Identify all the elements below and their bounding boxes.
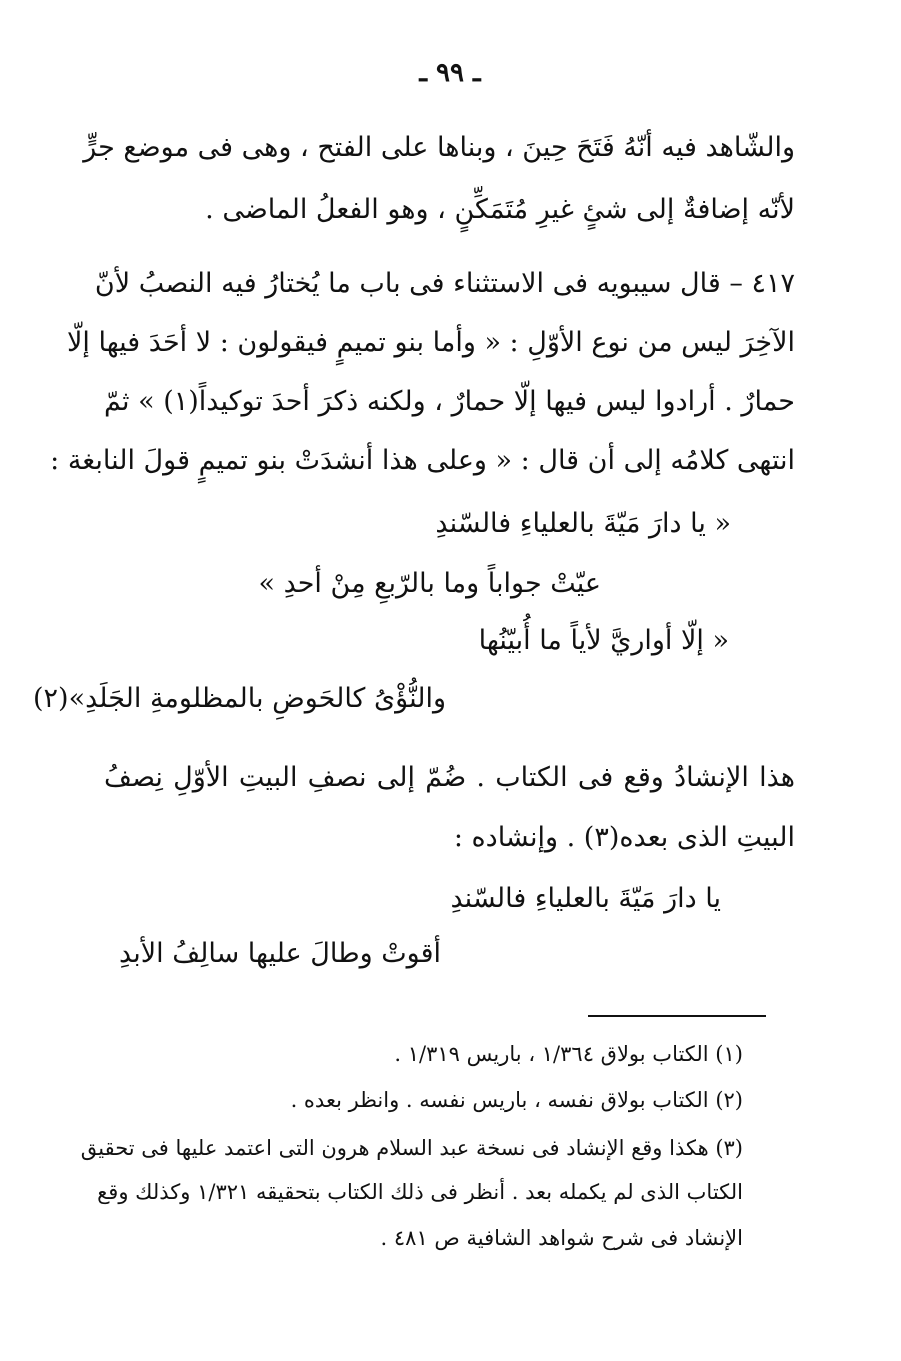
verse-line: والنُّؤْىُ كالحَوضِ بالمظلومةِ الجَلَدِ»(٢) <box>32 683 446 714</box>
body-line: البيتِ الذى بعده(٣) . وإنشاده : <box>453 822 795 853</box>
body-line: ٤١٧ – قال سيبويه فى الاستثناء فى باب ما يُختارُ فيه النصبُ لأنّ <box>94 268 795 299</box>
body-line: هذا الإنشادُ وقع فى الكتاب . ضُمّ إلى نصفِ البيتِ الأوّلِ نِصفُ <box>104 762 795 793</box>
verse-line: « إلّا أواريَّ لأياً ما أُبيّنُها <box>478 625 729 656</box>
footnote: (١) الكتاب بولاق ١/٣٦٤ ، باريس ١/٣١٩ . <box>394 1042 743 1066</box>
body-line: الآخِرَ ليس من نوع الأوّلِ : « وأما بنو تميمٍ فيقولون : لا أحَدَ فيها إلّا <box>66 327 795 358</box>
body-line: حمارٌ . أرادوا ليس فيها إلّا حمارٌ ، ولكنه ذكرَ أحدَ توكيداً(١) » ثمّ <box>104 386 795 417</box>
verse-line: يا دارَ مَيّةَ بالعلياءِ فالسّندِ <box>450 883 721 914</box>
body-line: انتهى كلامُه إلى أن قال : « وعلى هذا أنشدَتْ بنو تميمٍ قولَ النابغة : <box>50 445 795 476</box>
verse-line: « يا دارَ مَيّةَ بالعلياءِ فالسّندِ <box>435 508 731 539</box>
body-line: والشّاهد فيه أنّهُ فَتَحَ حِينَ ، وبناها على الفتح ، وهى فى موضع جرٍّ <box>83 132 795 163</box>
footnote: الكتاب الذى لم يكمله بعد . أنظر فى ذلك الكتاب بتحقيقه ١/٣٢١ وكذلك وقع <box>97 1180 743 1204</box>
footnote: (٣) هكذا وقع الإنشاد فى نسخة عبد السلام هرون التى اعتمد عليها فى تحقيق <box>80 1136 743 1160</box>
page-number: ـ ٩٩ ـ <box>419 58 481 88</box>
verse-line: أقوتْ وطالَ عليها سالِفُ الأبدِ <box>119 938 441 969</box>
footnote-separator <box>588 1015 766 1017</box>
body-line: لأنّه إضافةٌ إلى شئٍ غيرِ مُتَمَكِّنٍ ، وهو الفعلُ الماضى . <box>205 194 795 225</box>
footnote: الإنشاد فى شرح شواهد الشافية ص ٤٨١ . <box>380 1226 743 1250</box>
footnote: (٢) الكتاب بولاق نفسه ، باريس نفسه . وانظر بعده . <box>290 1088 743 1112</box>
verse-line: عيّتْ جواباً وما بالرّبعِ مِنْ أحدِ » <box>258 568 601 599</box>
